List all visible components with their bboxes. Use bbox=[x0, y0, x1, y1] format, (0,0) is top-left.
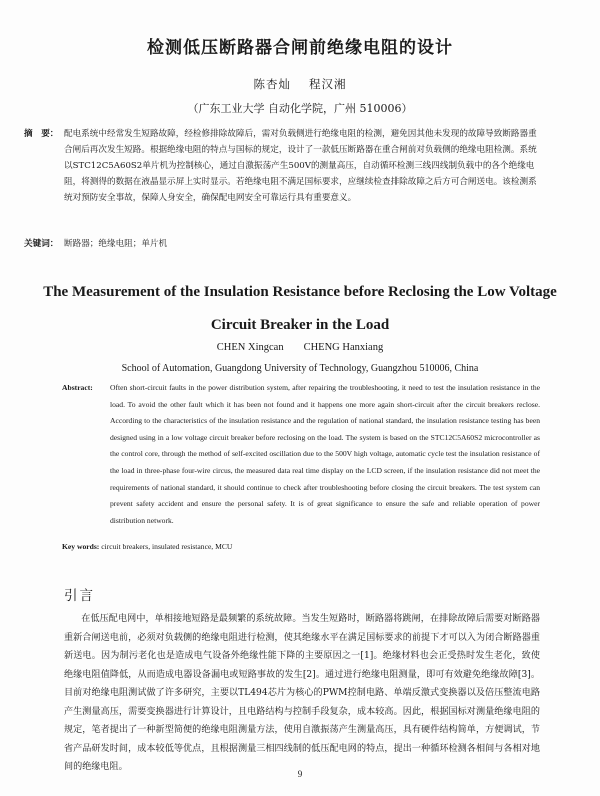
authors-cn bbox=[0, 76, 600, 92]
keywords-en bbox=[62, 542, 540, 551]
author-en-2: CHENG Hanxiang bbox=[303, 342, 384, 353]
keywords-cn bbox=[24, 237, 540, 249]
keywords-cn-text: 断路器；绝缘电阻；单片机 bbox=[64, 239, 168, 249]
section-heading: 引言 bbox=[64, 588, 95, 604]
abstract-en-label: Abstract: bbox=[62, 383, 93, 392]
abstract-cn-label: 摘 要： bbox=[24, 129, 59, 139]
affiliation-cn: （广东工业大学 自动化学院，广州 510006） bbox=[187, 102, 413, 115]
title-cn: 检测低压断路器合闸前绝缘电阻的设计 bbox=[147, 38, 453, 58]
abstract-en bbox=[62, 380, 540, 529]
abstract-cn bbox=[24, 126, 540, 206]
keywords-cn-label: 关键词： bbox=[24, 239, 59, 249]
title-en: The Measurement of the Insulation Resistance before Reclosing the Low Voltage Circuit Breaker in the Load bbox=[43, 284, 557, 333]
affiliation-en: School of Automation, Guangdong University of Technology, Guangzhou 510006, China bbox=[121, 363, 479, 374]
abstract-en-text: Often short-circuit faults in the power distribution system, after repairing the troubleshooting, it need to test the insulation resistance in the load. To avoid the other fault which it has been not found and it happens one more again short-circuit after the circuit breakers reclose. According to the characteristics of the insulation resistance and the regulation of national standard, the insulation resistance testing has been designed using in a low voltage circuit breaker before reclosing on the load. The system is based on the STC12C5A60S2 microcontroller as the control core, through the method of self-excited oscillation due to the 500V high voltage, automatic cycle test the insulation resistance of the load in three-phase four-wire circus, the measured data real time display on the LCD screen, if the insulation resistance did not meet the requirements of national standard, it should continue to check after troubleshooting before closing the circuit breakers. The test system can prevent safety accident and ensure the personal safety. It is of great significance to ensure the safe and reliable operation of power distribution network. bbox=[110, 383, 540, 525]
author-cn-2: 程汉湘 bbox=[309, 77, 347, 91]
authors-en bbox=[0, 342, 600, 353]
author-en-1: CHEN Xingcan bbox=[216, 342, 284, 353]
keywords-en-label: Key words: bbox=[62, 542, 100, 551]
body-paragraph: 在低压配电网中，单相接地短路是最频繁的系统故障。当发生短路时，断路器将跳闸，在排除故障后需要对断路器重新合闸送电前，必须对负载侧的绝缘电阻进行检测，使其绝缘水平在满足国标要求的前提下才可以入为闭合断路器重新送电。因为制污老化也是造成电气设备外绝缘性能下降的主要原因之一[1]。绝缘材料也会正受热时发生老化，致使绝缘电阻值降低，从而造成电器设备漏电或短路事故的发生[2]。通过进行绝缘电阻测量，即可有效避免绝缘故障[3]。目前对绝缘电阻测试做了许多研究，主要以TL494芯片为核心的PWM控制电路、单端反激式变换器以及倍压整流电路产生测量高压，需要变换器进行计算设计，且电路结构与控制手段复杂，成本较高。因此，根据国标对测量绝缘电阻的规定，笔者提出了一种新型简便的绝缘电阻测量方法，使用自激振荡产生测量高压，具有硬件结构简单，方便调试，节省产品研发时间，成本较低等优点，且根据测量三相四线制的低压配电网的特点，提出一种循环检测各相间与各相对地间的绝缘电阻。 bbox=[64, 614, 540, 772]
page-number: 9 bbox=[297, 769, 303, 779]
abstract-cn-text: 配电系统中经常发生短路故障，经检修排除故障后，需对负载侧进行绝缘电阻的检测，避免因其他未发现的故障导致断路器重合闸后再次发生短路。根据绝缘电阻的特点与国标的规定，设计了一款低压断路器在重合闸前对负载侧的绝缘电阻检测。系统以STC12C5A60S2单片机为控制核心，通过自激振荡产生500V的测量高压，自动循环检测三线四线制负载中的各个绝缘电阻，将测得的数据在液晶显示屏上实时显示。若绝缘电阻不满足国标要求，应继续检查排除故障之后方可合闸送电。该检测系统对预防安全事故，保障人身安全，确保配电网安全可靠运行具有重要意义。 bbox=[64, 129, 537, 203]
keywords-en-text: circuit breakers, insulated resistance, MCU bbox=[101, 542, 233, 551]
author-cn-1: 陈杏灿 bbox=[253, 77, 291, 91]
